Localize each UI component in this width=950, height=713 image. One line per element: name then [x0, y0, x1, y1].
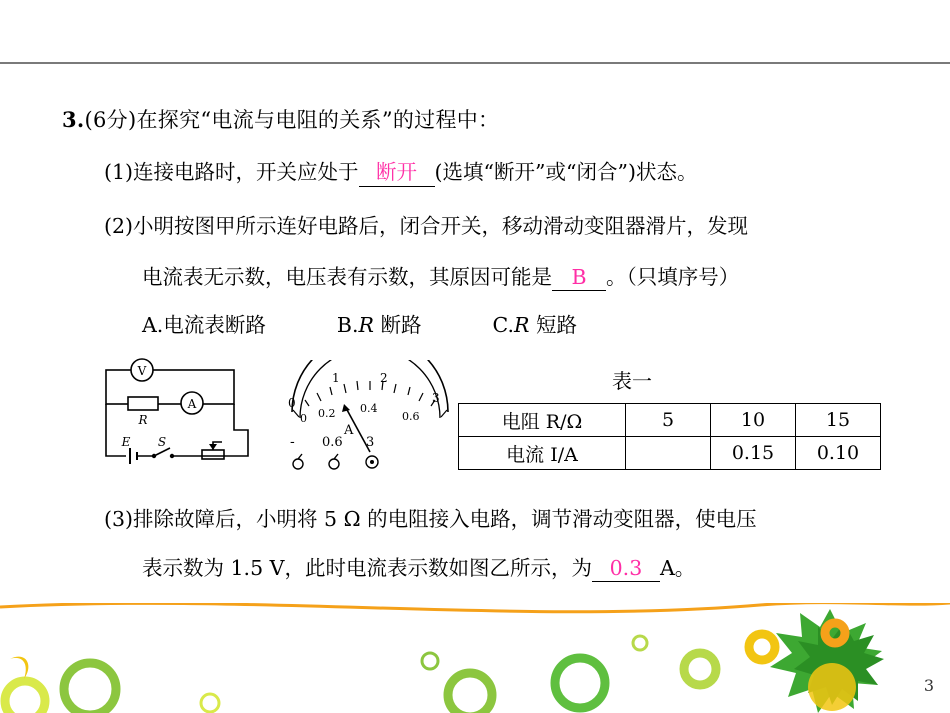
svg-text:2: 2 [380, 371, 388, 385]
part-1-answer-blank[interactable]: 断开 [359, 155, 435, 187]
resistance-value-1: 5 [626, 404, 711, 437]
part-3-prefix: 表示数为 1.5 V，此时电流表示数如图乙所示，为 [142, 556, 592, 580]
circuit-diagram-figure [96, 358, 256, 478]
part-2-prefix: 电流表无示数，电压表有示数，其原因可能是 [142, 265, 552, 289]
question-number: 3. [62, 107, 85, 132]
table-row [459, 437, 881, 470]
row-header-resistance: 电阻 R/Ω [459, 404, 626, 437]
svg-text:0: 0 [288, 396, 296, 410]
svg-text:V: V [137, 364, 147, 378]
option-b-variable: R [358, 313, 374, 337]
footer-decoration [0, 603, 950, 713]
current-value-1[interactable] [626, 437, 711, 470]
svg-text:0.6: 0.6 [322, 435, 343, 450]
data-table [458, 403, 881, 470]
option-c [493, 313, 577, 337]
current-value-2: 0.15 [711, 437, 796, 470]
current-value-3: 0.10 [796, 437, 881, 470]
ammeter-gauge-figure [280, 360, 460, 480]
option-b-suffix: 断路 [380, 313, 422, 337]
svg-text:0.6: 0.6 [402, 410, 420, 423]
part-1-suffix: (选填“断开”或“闭合”)状态。 [434, 160, 698, 184]
part-1-line [104, 155, 697, 187]
svg-text:3: 3 [366, 435, 375, 450]
svg-text:0: 0 [300, 412, 307, 425]
resistance-value-3: 15 [796, 404, 881, 437]
page-number: 3 [923, 676, 934, 695]
option-c-prefix: C. [492, 313, 514, 337]
option-c-variable: R [514, 313, 530, 337]
svg-text:E: E [121, 435, 131, 449]
option-c-suffix: 短路 [535, 313, 577, 337]
svg-text:R: R [138, 413, 148, 427]
option-b [337, 313, 422, 337]
row-header-current: 电流 I/A [459, 437, 626, 470]
svg-text:0.4: 0.4 [360, 402, 378, 415]
part-2-line-1: (2)小明按图甲所示连好电路后，闭合开关，移动滑动变阻器滑片，发现 [104, 214, 749, 238]
top-divider [0, 62, 950, 64]
svg-text:3: 3 [432, 391, 440, 405]
resistance-value-2: 10 [711, 404, 796, 437]
part-3-line-2 [142, 551, 695, 582]
question-text: 在探究“电流与电阻的关系”的过程中： [136, 108, 500, 132]
part-1-prefix: (1)连接电路时，开关应处于 [104, 160, 359, 184]
question-stem [62, 104, 499, 134]
table-row [459, 404, 881, 437]
svg-text:S: S [157, 435, 167, 449]
option-b-prefix: B. [336, 313, 359, 337]
svg-text:A: A [187, 397, 197, 411]
option-a: A.电流表断路 [142, 313, 266, 337]
svg-text:-: - [290, 434, 295, 450]
part-3-line-1: (3)排除故障后，小明将 5 Ω 的电阻接入电路，调节滑动变阻器，使电压 [104, 507, 757, 531]
part-2-answer-blank[interactable]: B [552, 265, 606, 291]
svg-text:A: A [344, 423, 354, 438]
part-2-suffix: 。（只填序号） [606, 265, 740, 289]
svg-text:0.2: 0.2 [318, 407, 336, 420]
part-2-options [142, 308, 577, 338]
table-caption: 表一 [612, 369, 652, 393]
svg-text:1: 1 [332, 371, 340, 385]
question-score: (6分) [84, 108, 137, 132]
part-3-answer-blank[interactable]: 0.3 [592, 556, 660, 582]
part-3-suffix: A。 [659, 556, 696, 580]
part-2-line-2 [142, 260, 739, 291]
